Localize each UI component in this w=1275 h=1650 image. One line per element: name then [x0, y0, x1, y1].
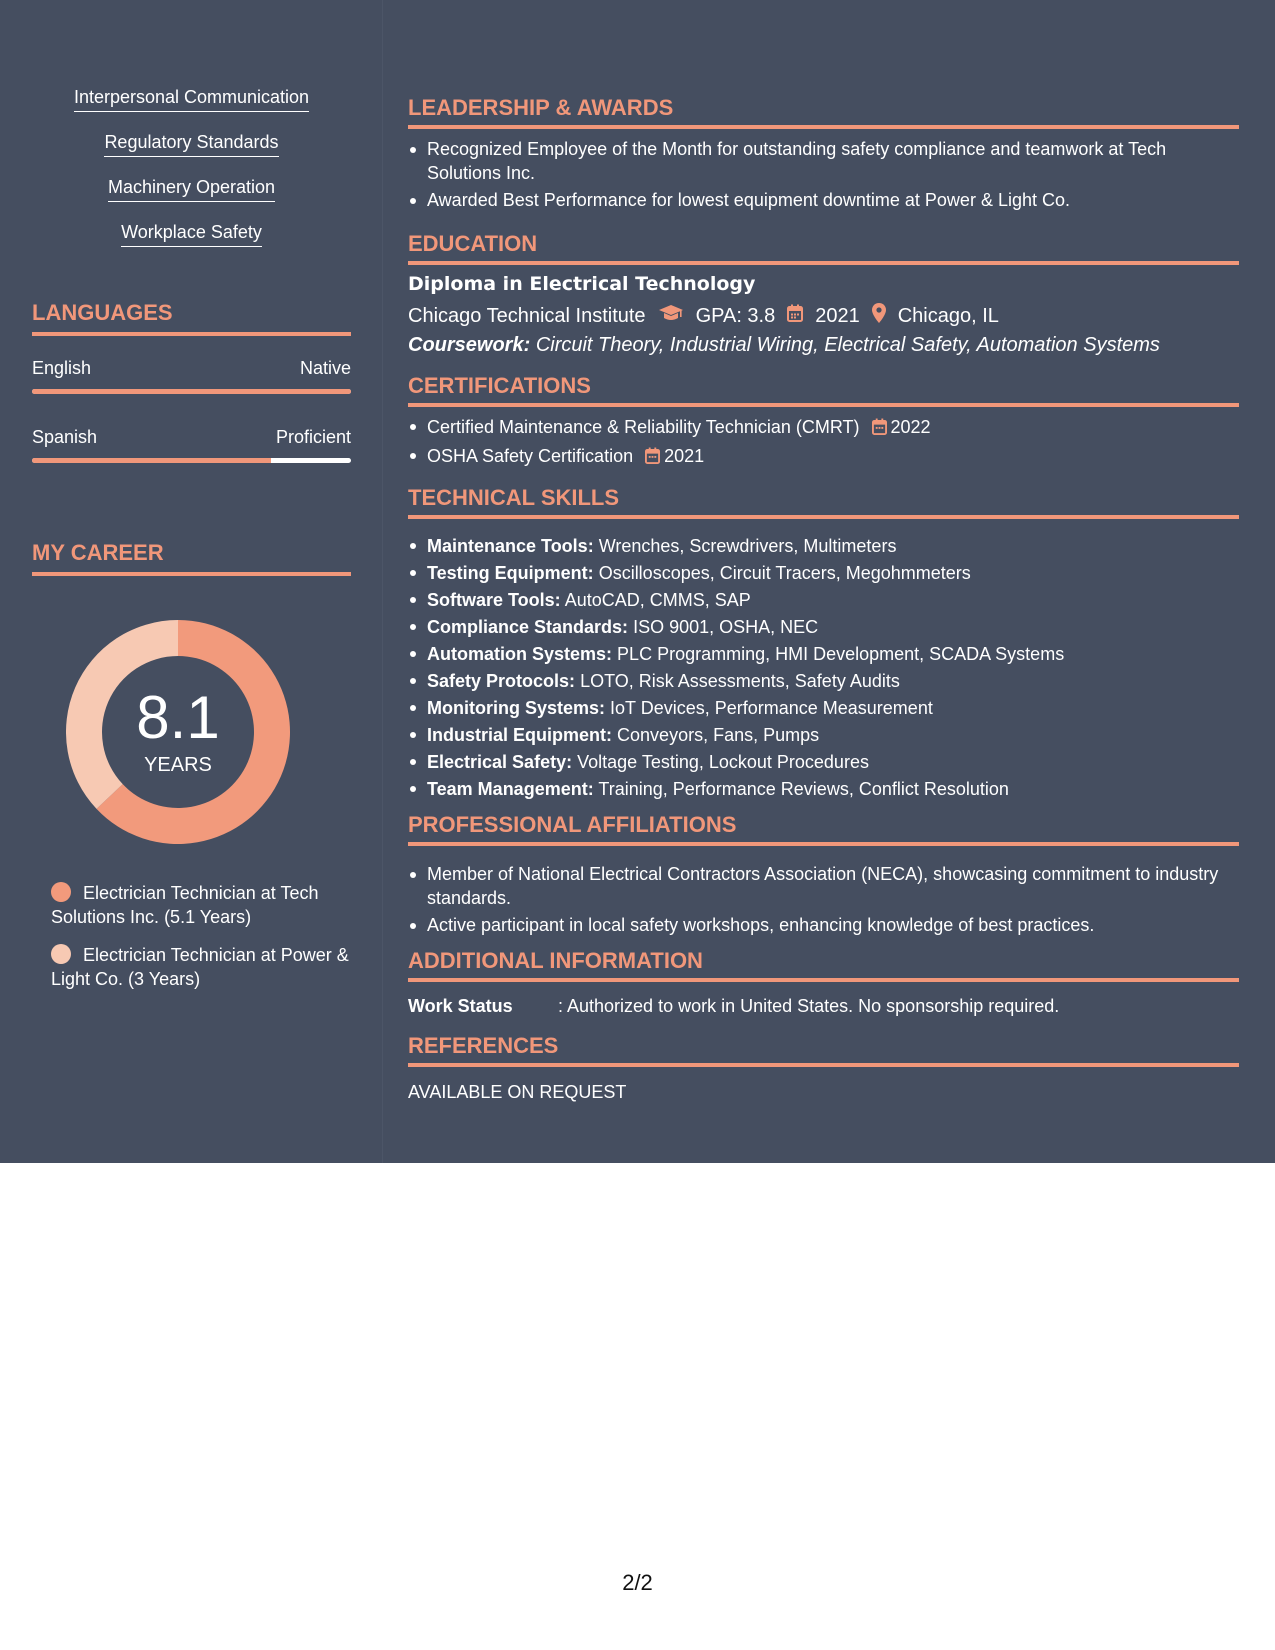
coursework: [408, 334, 1160, 357]
certifications-heading: CERTIFICATIONS: [408, 373, 1239, 407]
degree-title: Diploma in Electrical Technology: [408, 273, 756, 295]
calendar-icon: [787, 304, 803, 328]
certification-name: OSHA Safety Certification: [427, 446, 634, 466]
legend-label: Electrician Technician at Tech Solutions Inc. (5.1 Years): [51, 883, 319, 927]
list-item: Recognized Employee of the Month for outstanding safety compliance and teamwork at Tech Solutions Inc.: [408, 137, 1239, 185]
calendar-icon: [645, 445, 660, 472]
graduation-cap-icon: [658, 304, 684, 328]
career-unit: YEARS: [144, 754, 212, 776]
legend-label: Electrician Technician at Power & Light Co. (3 Years): [51, 945, 349, 989]
certification-year: 2021: [664, 446, 705, 466]
list-item: [408, 695, 1239, 722]
list-item: [408, 414, 1239, 443]
certification-name: Certified Maintenance & Reliability Technician (CMRT): [427, 417, 860, 437]
technical-skills-list: [408, 533, 1239, 803]
education-heading: EDUCATION: [408, 231, 1239, 265]
skill-label: Software Tools:: [427, 590, 561, 610]
language-name: Spanish: [32, 427, 98, 447]
skill-value: Wrenches, Screwdrivers, Multimeters: [598, 536, 897, 556]
language-bar-fill: [32, 458, 271, 463]
list-item: Awarded Best Performance for lowest equipment downtime at Power & Light Co.: [408, 188, 1239, 212]
skill-tag: Interpersonal Communication: [74, 86, 309, 112]
language-name: English: [32, 358, 92, 378]
skill-value: Conveyors, Fans, Pumps: [617, 725, 820, 745]
list-item: [408, 587, 1239, 614]
page-number: 2/2: [622, 1570, 653, 1595]
language-level: Native: [299, 358, 351, 378]
education-location: Chicago, IL: [897, 304, 999, 327]
certification-year: 2022: [890, 417, 931, 437]
references-text: AVAILABLE ON REQUEST: [408, 1082, 627, 1102]
career-donut-chart: [66, 620, 290, 844]
skill-value: LOTO, Risk Assessments, Safety Audits: [580, 671, 900, 691]
skill-value: Voltage Testing, Lockout Procedures: [577, 752, 869, 772]
coursework-label: Coursework:: [408, 334, 531, 356]
list-item: [408, 614, 1239, 641]
list-item: [408, 560, 1239, 587]
language-spanish: [32, 427, 351, 463]
language-level: Proficient: [275, 427, 351, 447]
references-heading: REFERENCES: [408, 1033, 1239, 1067]
affiliations-list: [408, 862, 1239, 937]
affiliations-heading: PROFESSIONAL AFFILIATIONS: [408, 812, 1239, 846]
skill-label: Maintenance Tools:: [427, 536, 594, 556]
soft-skills-list: [32, 86, 351, 266]
skill-label: Testing Equipment:: [427, 563, 594, 583]
certifications-list: [408, 414, 1239, 472]
skill-label: Electrical Safety:: [427, 752, 573, 772]
list-item: [408, 641, 1239, 668]
legend-item: [51, 881, 351, 929]
career-heading: MY CAREER: [32, 540, 351, 576]
skill-value: IoT Devices, Performance Measurement: [610, 698, 933, 718]
skill-label: Monitoring Systems:: [427, 698, 606, 718]
career-total-years: 8.1: [136, 684, 220, 751]
skill-label: Automation Systems:: [427, 644, 613, 664]
list-item: Member of National Electrical Contractors Association (NECA), showcasing commitment to industry standards.: [408, 862, 1239, 910]
column-divider: [382, 0, 383, 1163]
language-bar: [32, 458, 351, 463]
skill-tag: Machinery Operation: [108, 176, 275, 202]
skill-tag: Regulatory Standards: [104, 131, 278, 157]
list-item: Active participant in local safety workshops, enhancing knowledge of best practices.: [408, 913, 1239, 937]
skill-value: PLC Programming, HMI Development, SCADA Systems: [617, 644, 1065, 664]
skill-label: Industrial Equipment:: [427, 725, 613, 745]
technical-skills-heading: TECHNICAL SKILLS: [408, 485, 1239, 519]
work-status-value: : Authorized to work in United States. No sponsorship required.: [558, 996, 1060, 1016]
additional-info-heading: ADDITIONAL INFORMATION: [408, 948, 1239, 982]
legend-dot: [51, 882, 71, 902]
skill-value: Training, Performance Reviews, Conflict Resolution: [598, 779, 1009, 799]
list-item: [408, 443, 1239, 472]
coursework-value: Circuit Theory, Industrial Wiring, Electrical Safety, Automation Systems: [535, 334, 1160, 356]
location-pin-icon: [872, 303, 886, 329]
career-legend: [51, 881, 351, 1005]
skill-label: Team Management:: [427, 779, 594, 799]
leadership-list: [408, 137, 1239, 212]
gpa: GPA: 3.8: [695, 304, 776, 327]
skill-value: Oscilloscopes, Circuit Tracers, Megohmmeters: [598, 563, 971, 583]
language-bar-fill: [32, 389, 351, 394]
graduation-year: 2021: [815, 304, 860, 327]
list-item: [408, 668, 1239, 695]
skill-label: Safety Protocols:: [427, 671, 576, 691]
work-status-label: Work Status: [408, 996, 513, 1016]
education-details: [408, 303, 999, 329]
skill-value: ISO 9001, OSHA, NEC: [633, 617, 819, 637]
skill-label: Compliance Standards:: [427, 617, 629, 637]
skill-value: AutoCAD, CMMS, SAP: [564, 590, 751, 610]
list-item: [408, 749, 1239, 776]
list-item: [408, 722, 1239, 749]
languages-heading: LANGUAGES: [32, 300, 351, 336]
work-status-row: [408, 996, 1059, 1017]
leadership-heading: LEADERSHIP & AWARDS: [408, 95, 1239, 129]
legend-dot: [51, 944, 71, 964]
language-english: [32, 358, 351, 394]
skill-tag: Workplace Safety: [121, 221, 262, 247]
list-item: [408, 776, 1239, 803]
language-bar: [32, 389, 351, 394]
school-name: Chicago Technical Institute: [408, 304, 646, 327]
legend-item: [51, 943, 351, 991]
list-item: [408, 533, 1239, 560]
donut-center: [66, 620, 290, 844]
calendar-icon: [872, 416, 887, 443]
